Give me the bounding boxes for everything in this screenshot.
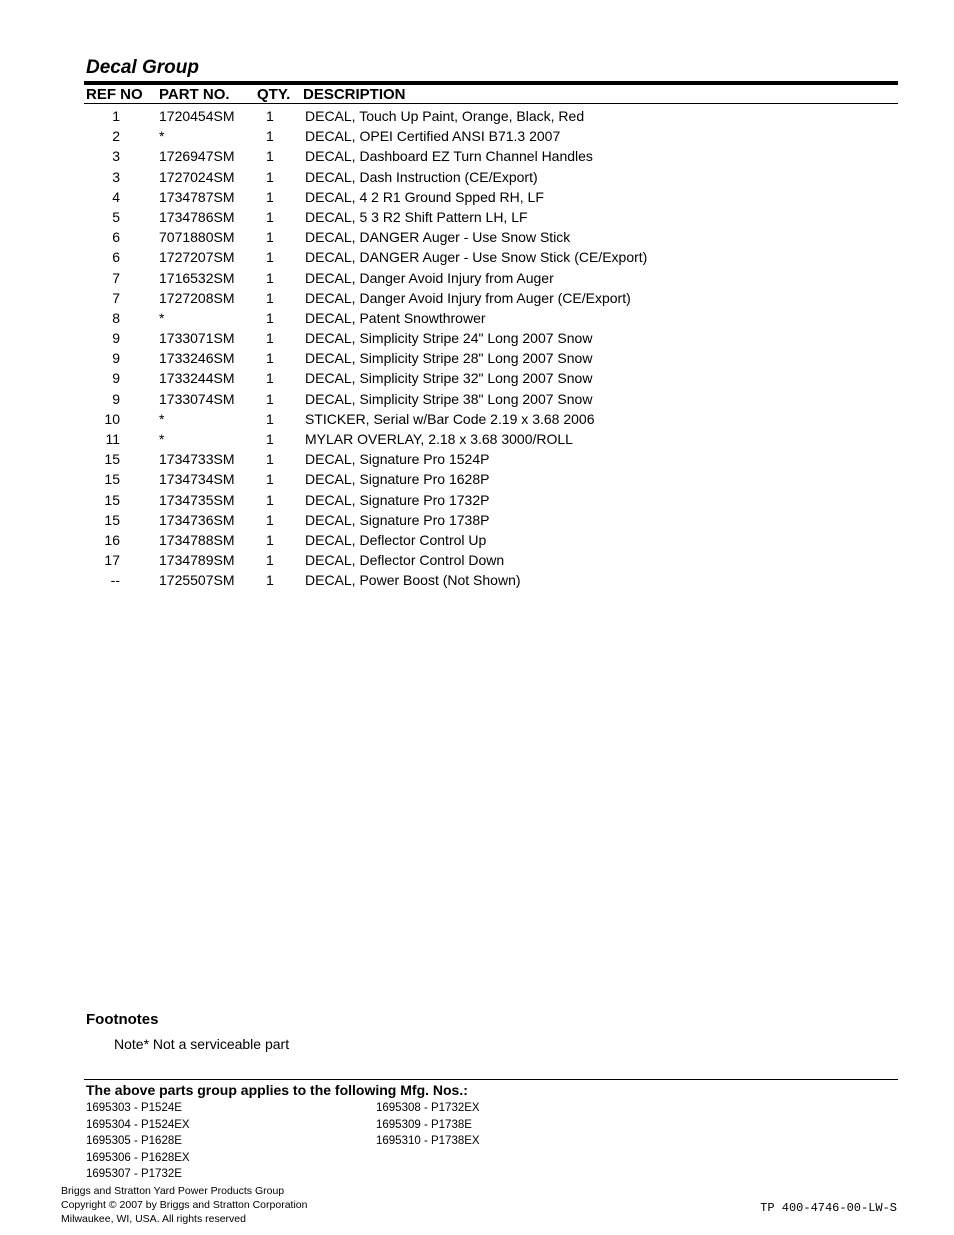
ref-no-cell: 7 [112,289,120,306]
part-no-cell: 1734736SM [159,511,235,528]
mfg-number: 1695310 - P1738EX [376,1135,480,1147]
qty-cell: 1 [266,552,274,569]
qty-cell: 1 [266,289,274,306]
part-no-cell: 1720454SM [159,108,235,124]
table-row [0,268,954,288]
table-row [0,510,954,530]
part-no-cell: 1733071SM [159,330,235,347]
qty-cell: 1 [266,188,274,205]
ref-no-cell: 7 [112,269,120,286]
qty-cell: 1 [266,330,274,347]
qty-cell: 1 [266,471,274,488]
ref-no-cell: 15 [104,511,120,528]
ref-no-cell: 6 [112,229,120,246]
description-cell: DECAL, Signature Pro 1732P [305,491,490,508]
ref-no-cell: 15 [104,471,120,488]
part-no-cell: 1734733SM [159,451,235,468]
table-row [0,530,954,550]
qty-cell: 1 [266,128,274,145]
description-cell: DECAL, Simplicity Stripe 24" Long 2007 Snow [305,330,593,347]
part-no-cell: 1734789SM [159,552,235,569]
table-row [0,469,954,489]
mfg-number: 1695306 - P1628EX [86,1151,190,1164]
footer-line-location: Milwaukee, WI, USA. All rights reserved [61,1213,246,1225]
qty-cell: 1 [266,491,274,508]
part-no-cell: 7071880SM [159,229,235,246]
part-no-cell: 1716532SM [159,269,235,286]
ref-no-cell: 2 [112,128,120,145]
description-cell: STICKER, Serial w/Bar Code 2.19 x 3.68 2006 [305,410,595,427]
qty-cell: 1 [266,572,274,589]
qty-cell: 1 [266,108,274,124]
description-cell: DECAL, Danger Avoid Injury from Auger [305,269,554,286]
part-no-cell: 1733074SM [159,390,235,407]
description-cell: DECAL, Signature Pro 1524P [305,451,490,468]
ref-no-cell: 16 [104,531,120,548]
part-no-cell: 1733246SM [159,350,235,367]
description-cell: DECAL, Touch Up Paint, Orange, Black, Red [305,108,585,124]
part-no-cell: * [159,128,165,145]
qty-cell: 1 [266,309,274,326]
description-cell: MYLAR OVERLAY, 2.18 x 3.68 3000/ROLL [305,431,573,447]
part-no-cell: 1734735SM [159,491,235,508]
description-cell: DECAL, Simplicity Stripe 32" Long 2007 Snow [305,370,593,387]
table-row [0,126,954,146]
description-cell: DECAL, DANGER Auger - Use Snow Stick (CE/Export) [305,249,648,266]
table-row [0,409,954,429]
table-row [0,146,954,166]
description-cell: DECAL, Simplicity Stripe 28" Long 2007 Snow [305,350,593,367]
mfg-list-left [86,1100,190,1183]
table-row [0,389,954,409]
header-description: DESCRIPTION [303,86,406,103]
description-cell: DECAL, Signature Pro 1628P [305,471,490,488]
qty-cell: 1 [266,390,274,407]
table-row [0,348,954,368]
ref-no-cell: 5 [112,208,120,225]
ref-no-cell: 9 [112,370,120,387]
qty-cell: 1 [266,431,274,447]
qty-cell: 1 [266,370,274,387]
description-cell: DECAL, 5 3 R2 Shift Pattern LH, LF [305,208,528,225]
part-no-cell: 1727024SM [159,168,235,185]
qty-cell: 1 [266,410,274,427]
part-no-cell: 1734787SM [159,188,235,205]
part-no-cell: 1727208SM [159,289,235,306]
mfg-heading: The above parts group applies to the following Mfg. Nos.: [86,1082,468,1098]
description-cell: DECAL, OPEI Certified ANSI B71.3 2007 [305,128,561,145]
ref-no-cell: 4 [112,188,120,205]
ref-no-cell: 3 [112,148,120,165]
part-no-cell: 1734786SM [159,208,235,225]
mfg-number: 1695307 - P1732E [86,1168,182,1180]
qty-cell: 1 [266,168,274,185]
footer-line-company: Briggs and Stratton Yard Power Products Group [61,1185,285,1197]
part-no-cell: * [159,431,165,447]
description-cell: DECAL, Dashboard EZ Turn Channel Handles [305,148,593,165]
ref-no-cell: -- [110,572,120,589]
mfg-rule [84,1079,898,1080]
footer-line-copyright: Copyright © 2007 by Briggs and Stratton Corporation [61,1199,308,1211]
table-row [0,429,954,449]
description-cell: DECAL, Power Boost (Not Shown) [305,572,521,589]
header-ref-no: REF NO [86,86,143,103]
description-cell: DECAL, Deflector Control Down [305,552,505,569]
table-row [0,550,954,570]
part-no-cell: 1726947SM [159,148,235,165]
mfg-number: 1695309 - P1738E [376,1118,472,1131]
title-rule [84,81,898,85]
ref-no-cell: 17 [104,552,120,569]
header-rule [84,103,898,104]
mfg-list-right [376,1100,480,1150]
table-row [0,368,954,388]
ref-no-cell: 15 [104,451,120,468]
description-cell: DECAL, Danger Avoid Injury from Auger (CE/Export) [305,289,631,306]
part-no-cell: 1733244SM [159,370,235,387]
table-row [0,308,954,328]
description-cell: DECAL, Deflector Control Up [305,531,487,548]
header-part-no: PART NO. [159,86,230,103]
part-no-cell: 1727207SM [159,249,235,266]
description-cell: DECAL, 4 2 R1 Ground Spped RH, LF [305,188,544,205]
description-cell: DECAL, Dash Instruction (CE/Export) [305,168,538,185]
copyright-footer [61,1184,307,1226]
table-row [0,570,954,590]
table-row [0,490,954,510]
ref-no-cell: 9 [112,390,120,407]
qty-cell: 1 [266,229,274,246]
part-no-cell: 1734734SM [159,471,235,488]
mfg-number: 1695303 - P1524E [86,1102,182,1114]
description-cell: DECAL, Simplicity Stripe 38" Long 2007 Snow [305,390,593,407]
ref-no-cell: 10 [104,410,120,427]
table-row [0,207,954,227]
qty-cell: 1 [266,249,274,266]
part-no-cell: * [159,410,165,427]
qty-cell: 1 [266,208,274,225]
mfg-number: 1695308 - P1732EX [376,1102,480,1114]
table-row [0,187,954,207]
description-cell: DECAL, Signature Pro 1738P [305,511,490,528]
table-row [0,167,954,187]
part-no-cell: 1734788SM [159,531,235,548]
table-row [0,227,954,247]
document-number: TP 400-4746-00-LW-S [760,1201,897,1215]
table-row [0,247,954,267]
footnote-note: Note* Not a serviceable part [114,1036,290,1052]
part-no-cell: * [159,309,165,326]
table-row [0,328,954,348]
header-qty: QTY. [257,86,291,103]
ref-no-cell: 6 [112,249,120,266]
part-no-cell: 1725507SM [159,572,235,589]
parts-table [0,106,954,591]
mfg-number: 1695305 - P1628E [86,1135,182,1147]
description-cell: DECAL, Patent Snowthrower [305,309,486,326]
qty-cell: 1 [266,451,274,468]
footnotes-heading: Footnotes [86,1011,159,1028]
ref-no-cell: 9 [112,330,120,347]
ref-no-cell: 1 [112,108,120,124]
table-row [0,106,954,126]
qty-cell: 1 [266,269,274,286]
ref-no-cell: 15 [104,491,120,508]
ref-no-cell: 11 [105,431,120,447]
qty-cell: 1 [266,511,274,528]
page-title: Decal Group [86,57,199,78]
table-row [0,288,954,308]
qty-cell: 1 [266,148,274,165]
mfg-number: 1695304 - P1524EX [86,1118,190,1131]
qty-cell: 1 [266,531,274,548]
ref-no-cell: 9 [112,350,120,367]
ref-no-cell: 8 [112,309,120,326]
description-cell: DECAL, DANGER Auger - Use Snow Stick [305,229,571,246]
table-row [0,449,954,469]
ref-no-cell: 3 [112,168,120,185]
qty-cell: 1 [266,350,274,367]
